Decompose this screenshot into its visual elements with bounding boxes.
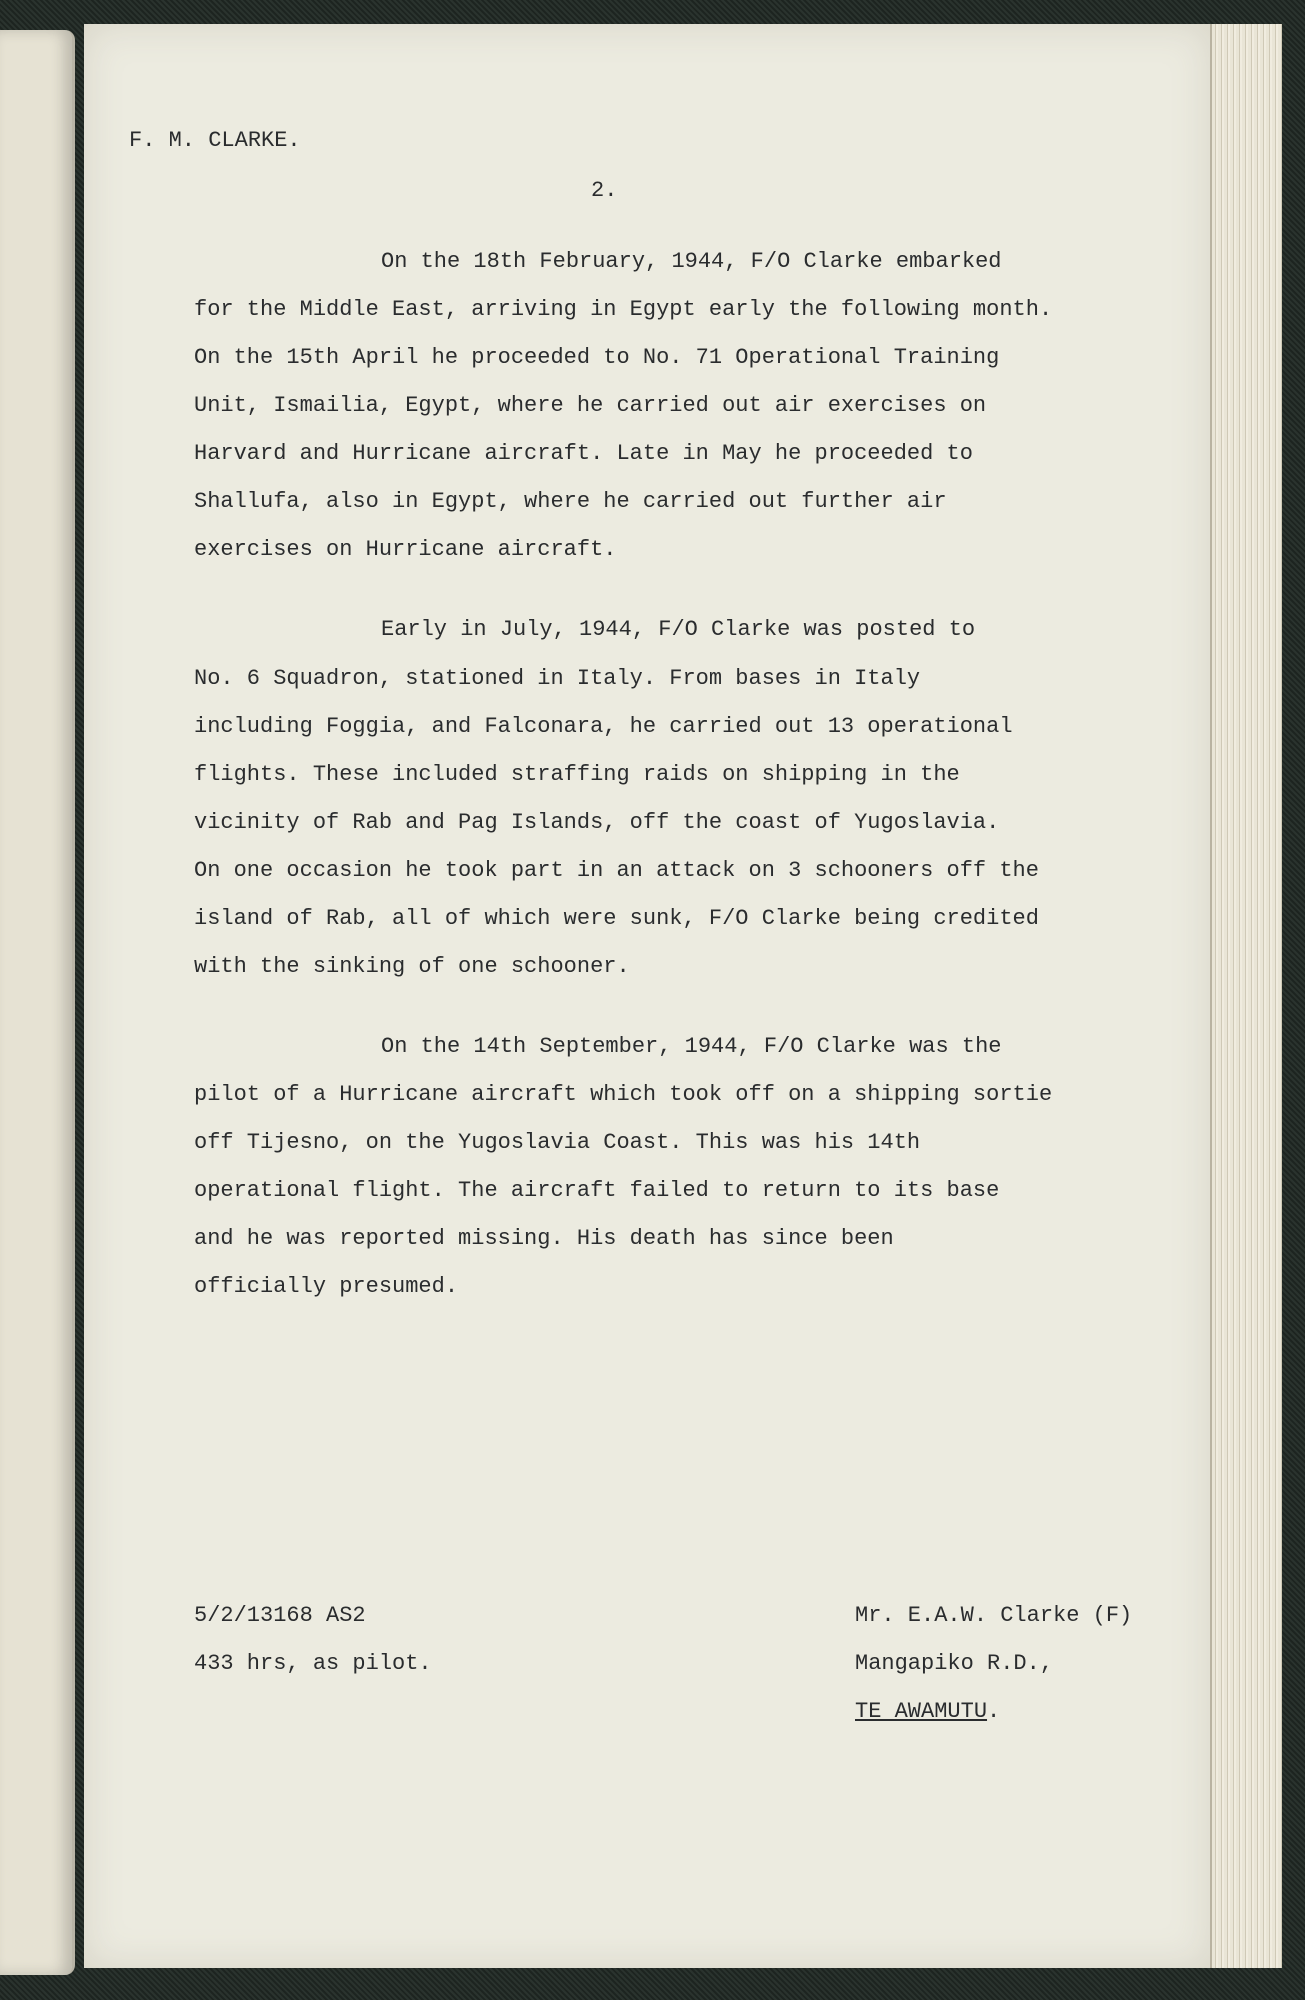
- flying-hours: 433 hrs, as pilot.: [194, 1651, 432, 1676]
- paragraph-line: operational flight. The aircraft failed to return to its base: [194, 1178, 1000, 1203]
- paragraph-line: for the Middle East, arriving in Egypt early the following month.: [194, 297, 1053, 322]
- page-stack-edges: [1210, 24, 1282, 1968]
- paragraph-line: On the 15th April he proceeded to No. 71 Operational Training: [194, 345, 1000, 370]
- paragraph-line: off Tijesno, on the Yugoslavia Coast. This was his 14th: [194, 1130, 921, 1155]
- paragraph-line: flights. These included straffing raids on shipping in the: [194, 762, 960, 787]
- paragraph-line: No. 6 Squadron, stationed in Italy. From bases in Italy: [194, 666, 921, 691]
- addressee-road: Mangapiko R.D.,: [855, 1651, 1054, 1676]
- paragraph-line: including Foggia, and Falconara, he carried out 13 operational: [194, 714, 1013, 739]
- facing-page-edge: [0, 30, 75, 1975]
- paragraph-line: On the 18th February, 1944, F/O Clarke embarked: [381, 249, 1002, 274]
- addressee-town-line: [855, 1699, 1000, 1724]
- paragraph-line: On the 14th September, 1944, F/O Clarke was the: [381, 1034, 1002, 1059]
- document-page: [84, 24, 1210, 1968]
- file-reference: 5/2/13168 AS2: [194, 1603, 366, 1628]
- paragraph-line: vicinity of Rab and Pag Islands, off the coast of Yugoslavia.: [194, 810, 1000, 835]
- paragraph-line: Shallufa, also in Egypt, where he carried out further air: [194, 489, 947, 514]
- paragraph-line: pilot of a Hurricane aircraft which took off on a shipping sortie: [194, 1082, 1053, 1107]
- addressee-town: TE AWAMUTU: [855, 1699, 988, 1724]
- page-number: 2.: [591, 178, 618, 203]
- paragraph-line: island of Rab, all of which were sunk, F/O Clarke being credited: [194, 906, 1039, 931]
- paragraph-line: On one occasion he took part in an attack on 3 schooners off the: [194, 858, 1039, 883]
- paragraph-line: and he was reported missing. His death has since been: [194, 1226, 894, 1251]
- paragraph-line: exercises on Hurricane aircraft.: [194, 537, 617, 562]
- paragraph-line: with the sinking of one schooner.: [194, 954, 630, 979]
- paragraph-line: Harvard and Hurricane aircraft. Late in May he proceeded to: [194, 441, 973, 466]
- paragraph-line: Early in July, 1944, F/O Clarke was posted to: [381, 617, 976, 642]
- document-name-heading: F. M. CLARKE.: [129, 128, 301, 153]
- addressee-town-suffix: .: [987, 1699, 1001, 1724]
- paragraph-line: officially presumed.: [194, 1274, 459, 1299]
- paragraph-line: Unit, Ismailia, Egypt, where he carried out air exercises on: [194, 393, 987, 418]
- addressee-name: Mr. E.A.W. Clarke (F): [855, 1603, 1133, 1628]
